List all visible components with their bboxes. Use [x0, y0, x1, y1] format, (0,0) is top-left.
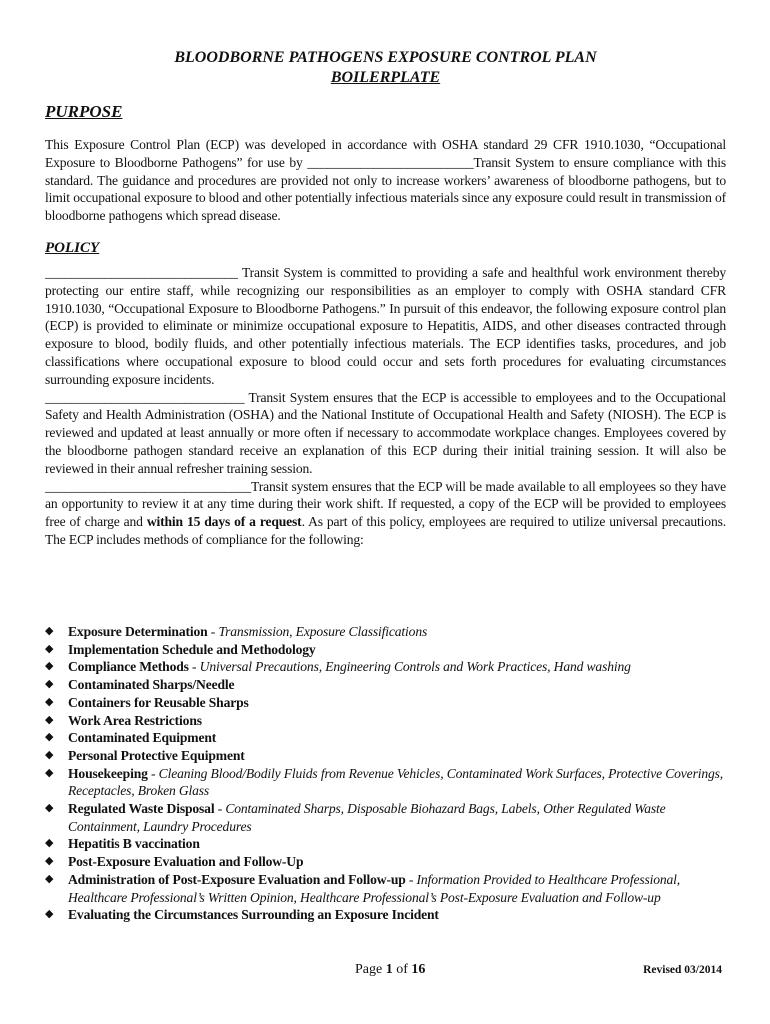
list-item-title: Personal Protective Equipment: [68, 747, 245, 763]
list-item-title: Hepatitis B vaccination: [68, 836, 200, 852]
list-item: [45, 906, 726, 924]
list-item: [45, 729, 726, 747]
list-item: [45, 853, 726, 871]
list-item-title: Housekeeping: [68, 765, 148, 781]
list-item-title: Work Area Restrictions: [68, 712, 202, 728]
diamond-bullet-icon: ◆: [45, 748, 54, 761]
list-item-details: Universal Precautions, Engineering Controls and Work Practices, Hand washing: [199, 659, 631, 675]
list-item-title: Post-Exposure Evaluation and Follow-Up: [68, 854, 304, 870]
document-title: BLOODBORNE PATHOGENS EXPOSURE CONTROL PLAN: [174, 49, 597, 66]
list-item: [45, 712, 726, 730]
diamond-bullet-icon: ◆: [45, 642, 54, 655]
list-item-title: Containers for Reusable Sharps: [68, 694, 249, 710]
list-item-separator: -: [147, 765, 159, 781]
current-page: 1: [385, 962, 393, 977]
diamond-bullet-icon: ◆: [45, 766, 54, 779]
diamond-bullet-icon: ◆: [45, 872, 54, 885]
total-pages: 16: [411, 962, 426, 977]
list-item-separator: -: [207, 624, 219, 639]
list-item-details: Information Provided to Healthcare Professional, Healthcare Professional’s Written Opinion, Healthcare Professional’s Post-Exposure Evaluation and Follow-up: [68, 871, 681, 905]
list-item: [45, 676, 726, 694]
compliance-methods-list: [45, 623, 726, 924]
diamond-bullet-icon: ◆: [45, 713, 54, 726]
page-label: Page: [355, 962, 386, 977]
list-item: [45, 871, 726, 906]
diamond-bullet-icon: ◆: [45, 660, 54, 673]
diamond-bullet-icon: ◆: [45, 695, 54, 708]
list-item-title: Exposure Determination: [68, 624, 208, 639]
list-item-title: Contaminated Sharps/Needle: [68, 677, 235, 693]
list-item-details: Cleaning Blood/Bodily Fluids from Revenue Vehicles, Contaminated Work Surfaces, Protective Coverings, Receptacles, Broken Glass: [68, 765, 724, 799]
list-item: [45, 765, 726, 800]
policy-p3-emphasis: within 15 days of a request: [146, 514, 302, 530]
policy-paragraph-2: ______________________________ Transit System ensures that the ECP is accessible to employees and to the Occupational Safety and Health Administration (OSHA) and the National Institute of Occupational Health and Safety (NIOSH). The ECP is reviewed and updated at least annually or more often if necessary to accommodate workplace changes. Employees covered by the bloodborne pathogen standard receive an explanation of this ECP during their initial training session. It will also be reviewed in their annual refresher training session.: [45, 389, 726, 476]
page-number: [355, 962, 425, 978]
policy-p3-text: _______________________________Transit system ensures that the ECP will be made available to all employees so they have an opportunity to review it at any time during their work shift. If requested, a copy of the ECP will be provided to employees free of charge and: [45, 478, 726, 530]
list-item: [45, 641, 726, 659]
list-item-details: Transmission, Exposure Classifications: [218, 624, 428, 639]
list-item-title: Administration of Post-Exposure Evaluation and Follow-up: [68, 871, 406, 887]
policy-paragraph-3: [45, 478, 726, 549]
diamond-bullet-icon: ◆: [45, 908, 54, 921]
policy-section: [45, 264, 726, 549]
list-item: [45, 800, 726, 835]
list-item: [45, 658, 726, 676]
purpose-paragraph: This Exposure Control Plan (ECP) was developed in accordance with OSHA standard 29 CFR 1910.1030, “Occupational Exposure to Bloodborne Pathogens” for use by _________________________Transit System to ensure compliance with this standard. The guidance and procedures are provided not only to increase workers’ awareness of bloodborne pathogens, but to limit occupational exposure to blood and other potentially infectious materials since any exposure could result in transmission of bloodborne pathogens which spread disease.: [45, 137, 726, 224]
list-item-title: Compliance Methods: [68, 659, 189, 675]
diamond-bullet-icon: ◆: [45, 625, 54, 637]
list-item: [45, 747, 726, 765]
list-item: [45, 623, 726, 641]
revision-date: Revised 03/2014: [643, 964, 722, 976]
diamond-bullet-icon: ◆: [45, 802, 54, 815]
list-item-separator: -: [405, 871, 417, 887]
list-item-title: Evaluating the Circumstances Surrounding an Exposure Incident: [68, 907, 439, 923]
page-of: of: [392, 962, 412, 977]
policy-paragraph-1: _____________________________ Transit System is committed to providing a safe and healthful work environment thereby protecting our entire staff, while recognizing our responsibilities as an employer to comply with OSHA standard CFR 1910.1030, “Occupational Exposure to Bloodborne Pathogens.” In pursuit of this endeavor, the following exposure control plan (ECP) is provided to eliminate or minimize occupational exposure to Hepatitis, AIDS, and other diseases contracted through exposure to blood, bodily fluids, and other potentially infectious materials. The ECP identifies tasks, procedures, and job classifications where occupational exposure to blood could occur and sets forth procedures for evaluating circumstances surrounding exposure incidents.: [45, 265, 726, 387]
list-item-separator: -: [188, 659, 200, 675]
list-item-title: Contaminated Equipment: [68, 730, 217, 746]
document-subtitle: BOILERPLATE: [330, 69, 441, 86]
list-item-separator: -: [214, 801, 226, 817]
list-item: [45, 694, 726, 712]
policy-p3-text-end: . As part of this policy, employees are required to utilize universal precautions. The ECP includes methods of compliance for the following:: [45, 514, 726, 547]
diamond-bullet-icon: ◆: [45, 837, 54, 850]
diamond-bullet-icon: ◆: [45, 678, 54, 691]
diamond-bullet-icon: ◆: [45, 731, 54, 744]
list-item-details: Contaminated Sharps, Disposable Biohazard Bags, Labels, Other Regulated Waste Containment, Laundry Procedures: [68, 801, 666, 834]
policy-heading: POLICY: [45, 240, 100, 256]
list-item-title: Regulated Waste Disposal: [68, 801, 215, 817]
diamond-bullet-icon: ◆: [45, 855, 54, 868]
purpose-heading: PURPOSE: [45, 102, 123, 121]
list-item: [45, 835, 726, 853]
list-item-title: Implementation Schedule and Methodology: [68, 641, 316, 657]
